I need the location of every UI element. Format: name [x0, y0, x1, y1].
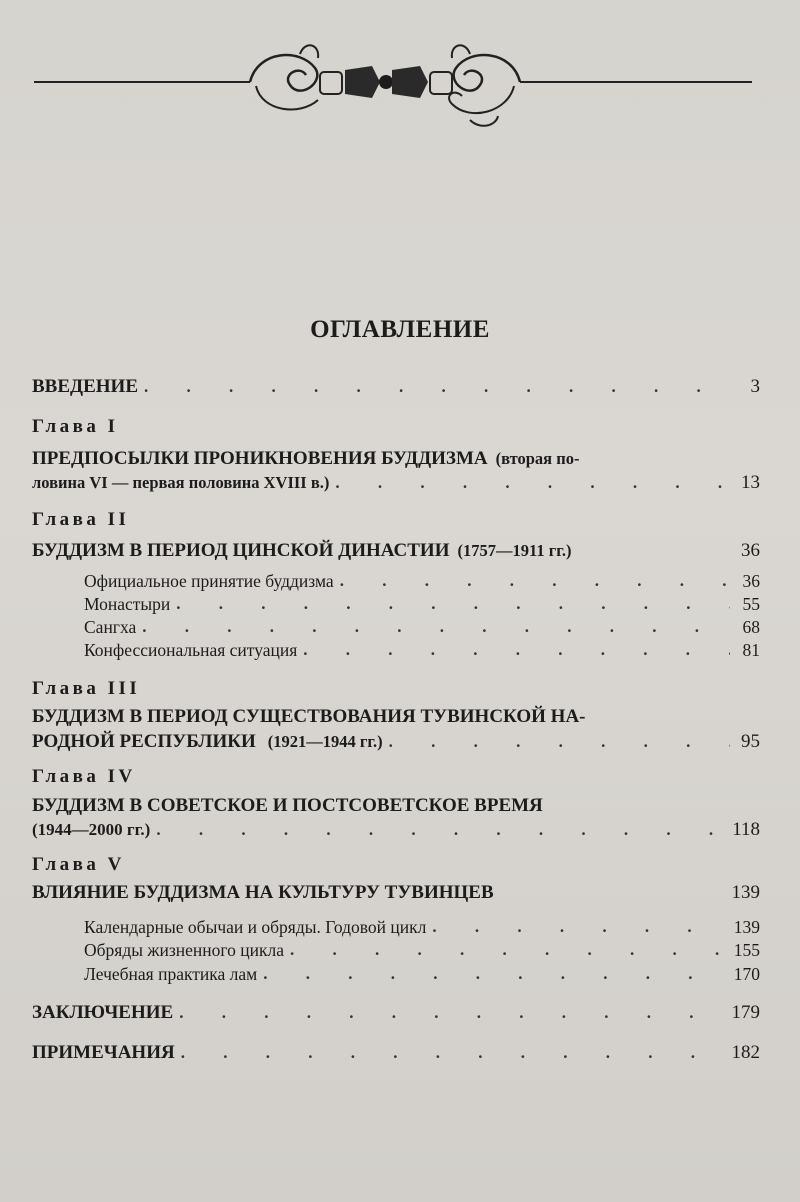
page-number: 139	[731, 882, 760, 903]
page-number: 36	[741, 540, 760, 561]
chapter-heading-3	[32, 676, 760, 702]
page-number: 182	[731, 1042, 760, 1063]
entry-note: (вторая по-	[495, 449, 580, 468]
entry-label: ВЛИЯНИЕ БУДДИЗМА НА КУЛЬТУРУ ТУВИНЦЕВ	[32, 882, 494, 903]
toc-entry-ch3-line1[interactable]	[32, 704, 760, 730]
toc-entry-ch4-line2[interactable]	[32, 817, 760, 843]
entry-label: ЗАКЛЮЧЕНИЕ	[32, 1002, 174, 1023]
dot-leader	[179, 1000, 725, 1026]
toc-entry-ch2[interactable]	[32, 538, 760, 564]
toc-title: ОГЛАВЛЕНИЕ	[310, 316, 490, 343]
dot-leader	[144, 374, 730, 400]
entry-label: Монастыри	[84, 594, 171, 614]
dot-leader	[263, 961, 728, 987]
entry-label: Обряды жизненного цикла	[84, 940, 284, 960]
page-number: 81	[742, 640, 760, 660]
entry-label: Официальное принятие буддизма	[84, 571, 334, 591]
chapter-heading-label: Глава V	[32, 854, 125, 875]
chapter-heading-2	[32, 507, 760, 533]
toc-subentry[interactable]	[84, 637, 760, 663]
toc-entry-notes[interactable]	[32, 1040, 760, 1066]
entry-note: (1921—1944 гг.)	[267, 732, 383, 751]
page-number: 13	[741, 472, 760, 493]
dot-leader	[181, 1040, 726, 1066]
entry-label: ловина VI — первая половина XVIII в.)	[32, 473, 330, 492]
toc-entry-ch1-line2[interactable]	[32, 470, 760, 496]
toc-entry-ch4-line1[interactable]	[32, 793, 760, 819]
page-number: 95	[741, 731, 760, 752]
toc-entry-conclusion[interactable]	[32, 1000, 760, 1026]
entry-label: Календарные обычаи и обряды. Годовой цикл	[84, 917, 427, 937]
toc-entry-ch1-line1[interactable]	[32, 446, 760, 472]
entry-label: Конфессиональная ситуация	[84, 640, 298, 660]
toc-subentry[interactable]	[84, 961, 760, 987]
chapter-heading-label: Глава II	[32, 509, 130, 530]
chapter-heading-label: Глава III	[32, 678, 141, 699]
entry-label: ПРИМЕЧАНИЯ	[32, 1042, 175, 1063]
page-number: 118	[732, 819, 760, 840]
page-number: 179	[731, 1002, 760, 1023]
page-number: 155	[733, 940, 760, 960]
entry-label: РОДНОЙ РЕСПУБЛИКИ	[32, 731, 256, 752]
page-number: 55	[742, 594, 760, 614]
entry-label: ВВЕДЕНИЕ	[32, 376, 138, 397]
entry-note: (1757—1911 гг.)	[457, 541, 572, 560]
dot-leader	[303, 637, 730, 663]
toc-subentry[interactable]	[84, 937, 760, 963]
dot-leader	[156, 817, 726, 843]
toc-entry-ch5[interactable]	[32, 880, 760, 906]
toc-entry-ch3-line2[interactable]	[32, 729, 760, 755]
page-number: 68	[742, 617, 760, 637]
page-number: 139	[733, 917, 760, 937]
entry-label: ПРЕДПОСЫЛКИ ПРОНИКНОВЕНИЯ БУДДИЗМА	[32, 448, 488, 469]
page-number: 170	[733, 964, 760, 984]
entry-label: БУДДИЗМ В СОВЕТСКОЕ И ПОСТСОВЕТСКОЕ ВРЕМЯ	[32, 795, 543, 816]
entry-label: (1944—2000 гг.)	[32, 820, 151, 839]
entry-label: БУДДИЗМ В ПЕРИОД СУЩЕСТВОВАНИЯ ТУВИНСКОЙ НА-	[32, 706, 586, 727]
chapter-heading-4	[32, 764, 760, 790]
dot-leader	[290, 937, 728, 963]
chapter-heading-5	[32, 852, 760, 878]
entry-label: БУДДИЗМ В ПЕРИОД ЦИНСКОЙ ДИНАСТИИ	[32, 540, 450, 561]
page-number: 36	[742, 571, 760, 591]
entry-label: Сангха	[84, 617, 137, 637]
toc-entry-intro[interactable]	[32, 374, 760, 400]
page-number: 3	[750, 376, 760, 397]
entry-label: Лечебная практика лам	[84, 964, 258, 984]
decorative-ornament	[0, 30, 800, 130]
chapter-heading-1	[32, 414, 760, 440]
chapter-heading-label: Глава I	[32, 416, 119, 437]
dot-leader	[335, 470, 730, 496]
dot-leader	[389, 729, 730, 755]
chapter-heading-label: Глава IV	[32, 766, 136, 787]
